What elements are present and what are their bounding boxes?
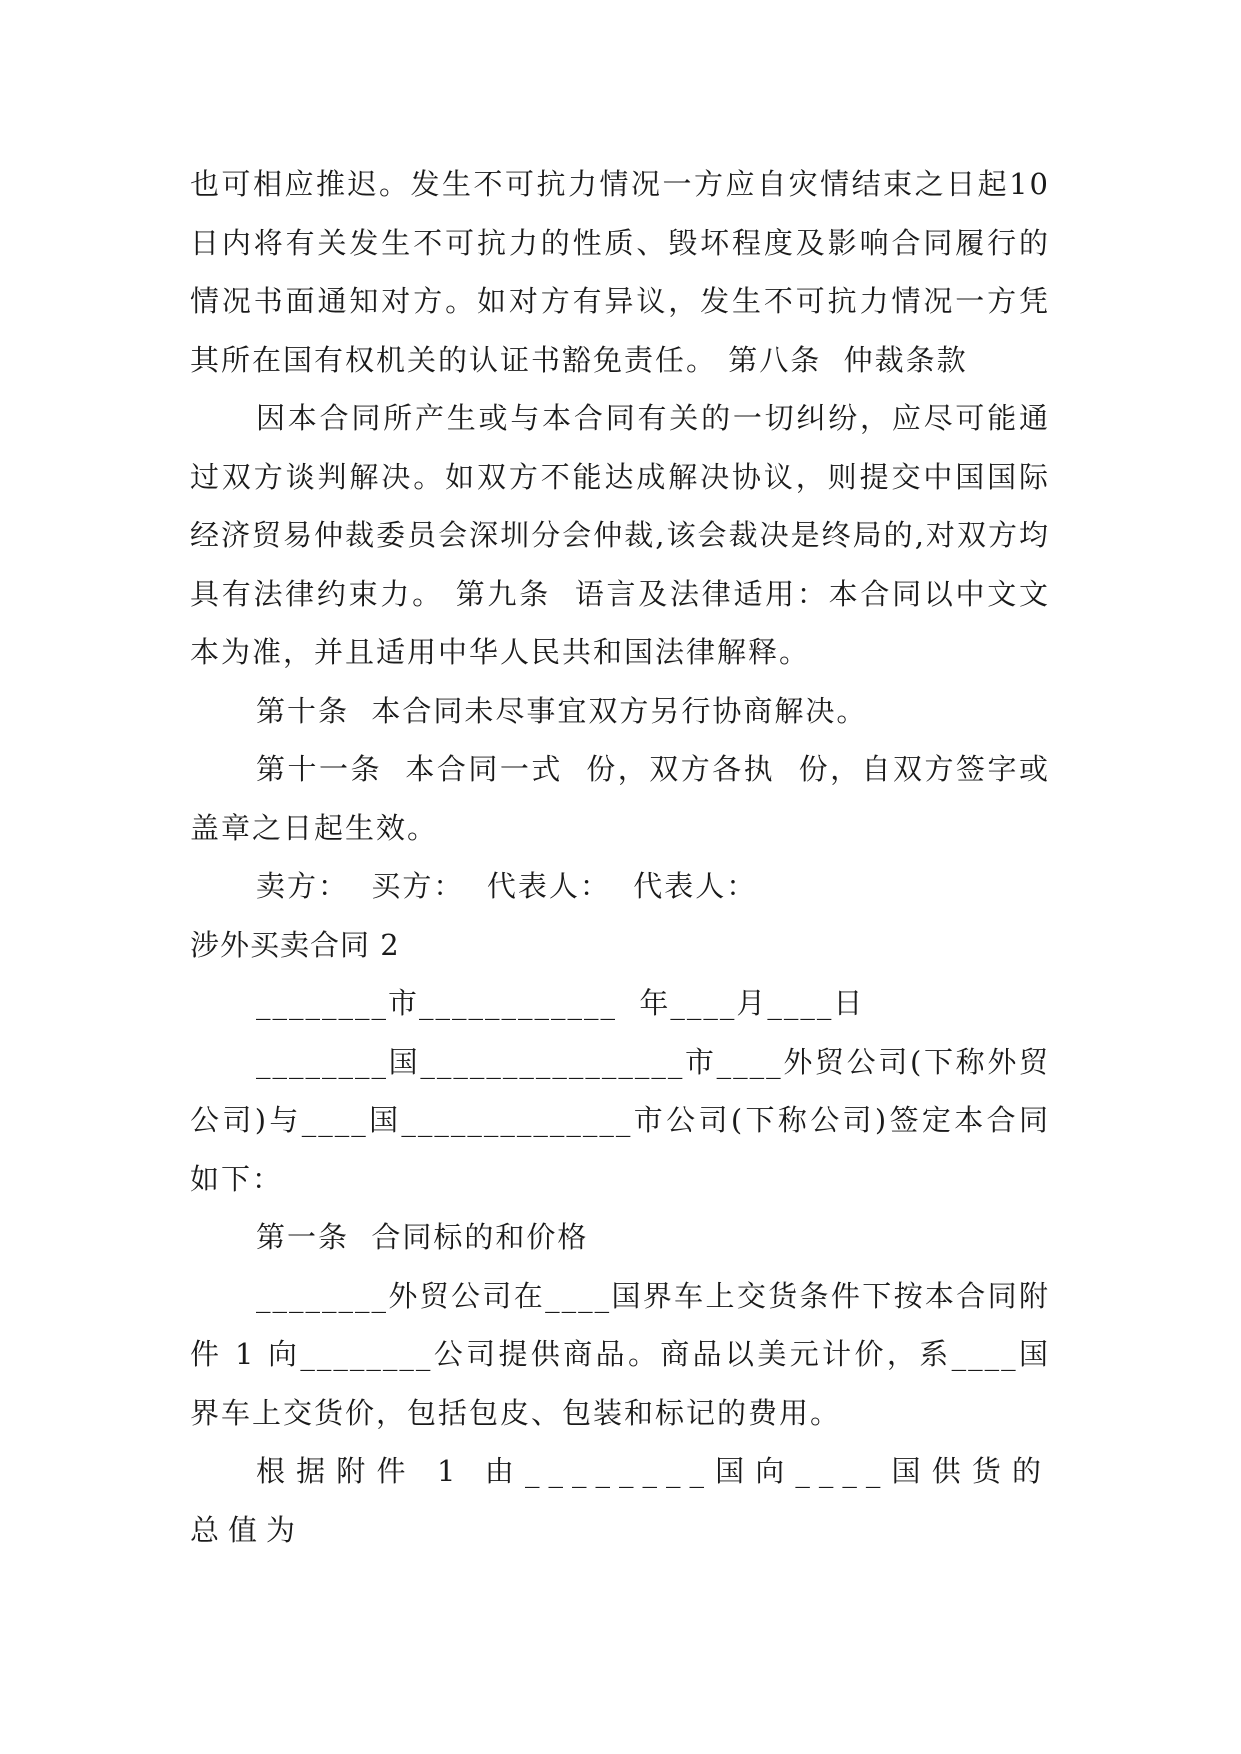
- paragraph-force-majeure-tail: 也可相应推迟。发生不可抗力情况一方应自灾情结束之日起10 日内将有关发生不可抗力的性质、毁坏程度及影响合同履行的情况书面通知对方。如对方有异议，发生不可抗力情况一方凭其所在国有权机关的认证书豁免责任。 第八条 仲裁条款: [190, 167, 1062, 377]
- paragraph-signatures: 卖方： 买方： 代表人： 代表人：: [256, 869, 758, 903]
- article-1-heading: 第一条 合同标的和价格: [256, 1220, 589, 1254]
- contract-2-title: 涉外买卖合同 2: [190, 927, 400, 962]
- paragraph-arbitration: 因本合同所产生或与本合同有关的一切纠纷，应尽可能通过双方谈判解决。如双方不能达成解决协议，则提交中国国际经济贸易仲裁委员会深圳分会仲裁,该会裁决是终局的,对双方均具有法律约束力。 第九条 语言及法律适用：本合同以中文文本为准，并且适用中华人民共和国法律解释。: [190, 401, 1050, 669]
- paragraph-article-11: 第十一条 本合同一式 份，双方各执 份，自双方签字或盖章之日起生效。: [190, 752, 1050, 845]
- paragraph-parties: ________国________________市____外贸公司(下称外贸公司)与____国______________市公司(下称公司)签定本合同如下：: [190, 1044, 1050, 1196]
- paragraph-article-1-total: 根据附件 1 由________国向____国供货的总值为: [190, 1454, 1050, 1547]
- document-body: [190, 155, 1062, 1559]
- paragraph-article-10: 第十条 本合同未尽事宜双方另行协商解决。: [256, 693, 868, 728]
- paragraph-article-1-body: ________外贸公司在____国界车上交货条件下按本合同附件 1 向________公司提供商品。商品以美元计价，系____国界车上交货价，包括包皮、包装和标记的费用。: [190, 1278, 1050, 1430]
- paragraph-date-line: ________市____________ 年____月____日: [256, 986, 865, 1020]
